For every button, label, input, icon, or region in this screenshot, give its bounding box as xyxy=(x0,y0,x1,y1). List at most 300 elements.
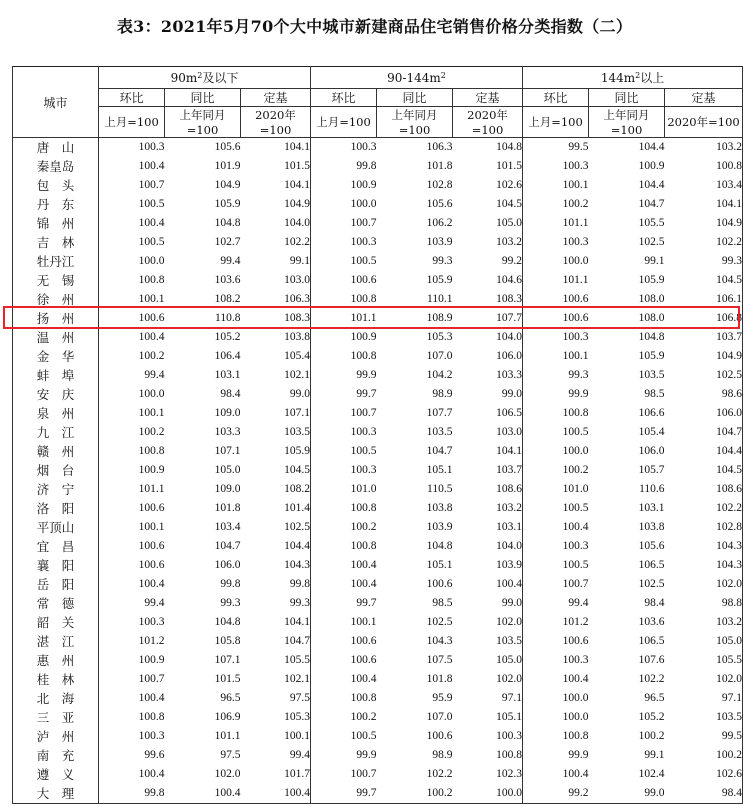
index-value-cell: 101.1 xyxy=(138,483,165,495)
city-name-cell: 三 亚 xyxy=(13,708,99,727)
index-value-cell: 102.0 xyxy=(496,673,523,685)
index-value-cell: 100.3 xyxy=(311,138,377,158)
index-value-cell: 100.6 xyxy=(138,312,165,324)
index-value-cell: 106.3 xyxy=(426,141,453,153)
index-value-cell: 100.4 xyxy=(138,160,165,172)
index-value-cell: 104.4 xyxy=(638,179,665,191)
index-value-cell: 103.3 xyxy=(496,369,523,381)
page-title: 表3：2021年5月70个大中城市新建商品住宅销售价格分类指数（二） xyxy=(116,17,633,36)
index-value-cell: 100.2 xyxy=(138,426,165,438)
city-name-cell: 赣 州 xyxy=(13,442,99,461)
index-value-cell: 102.5 xyxy=(284,521,310,533)
index-value-cell: 100.9 xyxy=(311,328,377,347)
index-value-cell: 107.7 xyxy=(426,407,453,419)
index-value-cell: 98.9 xyxy=(432,388,453,400)
index-value-cell: 108.6 xyxy=(496,483,523,495)
index-value-cell: 100.1 xyxy=(138,521,165,533)
index-value-cell: 108.3 xyxy=(496,293,523,305)
index-value-cell: 108.3 xyxy=(284,312,310,324)
index-value-cell: 101.8 xyxy=(214,502,241,514)
table-row xyxy=(13,309,743,328)
price-index-table xyxy=(12,66,743,804)
index-value-cell: 103.7 xyxy=(496,464,523,476)
index-value-cell: 103.5 xyxy=(284,426,310,438)
sub-header-cell: 环比 xyxy=(523,89,589,107)
index-value-cell: 105.4 xyxy=(638,426,665,438)
index-value-cell: 105.2 xyxy=(214,331,241,343)
index-value-cell: 105.5 xyxy=(284,654,310,666)
index-value-cell: 101.8 xyxy=(426,673,453,685)
sub-header-cell: 环比 xyxy=(311,89,377,107)
index-value-cell: 101.2 xyxy=(523,613,589,632)
table-row xyxy=(13,784,743,804)
index-value-cell: 99.0 xyxy=(589,784,665,804)
index-value-cell: 106.0 xyxy=(496,350,523,362)
index-value-cell: 101.8 xyxy=(426,160,453,172)
index-value-cell: 103.3 xyxy=(214,426,241,438)
index-value-cell: 99.2 xyxy=(501,255,523,267)
index-value-cell: 106.2 xyxy=(426,217,453,229)
index-value-cell: 100.1 xyxy=(138,407,165,419)
sub-header-cell: 同比 xyxy=(165,89,241,107)
index-value-cell: 105.1 xyxy=(496,711,523,723)
city-name-cell: 金 华 xyxy=(13,347,99,366)
index-value-cell: 100.3 xyxy=(311,461,377,480)
base-header-cell: 上年同月=100 xyxy=(377,107,453,138)
index-value-cell: 99.3 xyxy=(220,597,241,609)
table-row xyxy=(13,480,743,499)
index-value-cell: 102.2 xyxy=(638,673,665,685)
index-value-cell: 104.8 xyxy=(496,141,523,153)
index-value-cell: 100.6 xyxy=(523,309,589,328)
table-row xyxy=(13,461,743,480)
index-value-cell: 102.1 xyxy=(284,673,310,685)
index-value-cell: 105.6 xyxy=(638,540,665,552)
index-value-cell: 104.8 xyxy=(214,217,241,229)
index-value-cell: 104.0 xyxy=(496,540,523,552)
index-value-cell: 102.2 xyxy=(426,768,453,780)
index-value-cell: 106.1 xyxy=(665,290,743,309)
table-row xyxy=(13,347,743,366)
index-value-cell: 99.0 xyxy=(501,597,523,609)
index-value-cell: 100.7 xyxy=(138,179,165,191)
index-value-cell: 102.8 xyxy=(426,179,453,191)
index-value-cell: 100.4 xyxy=(241,784,311,804)
index-value-cell: 103.9 xyxy=(426,521,453,533)
city-name-cell: 大 理 xyxy=(13,784,99,804)
index-value-cell: 104.7 xyxy=(638,198,665,210)
index-value-cell: 100.1 xyxy=(138,293,165,305)
table-row xyxy=(13,556,743,575)
index-value-cell: 98.6 xyxy=(665,385,743,404)
city-name-cell: 平顶山 xyxy=(13,518,99,537)
index-value-cell: 100.4 xyxy=(165,784,241,804)
index-value-cell: 102.5 xyxy=(665,366,743,385)
index-value-cell: 99.3 xyxy=(523,366,589,385)
index-value-cell: 100.4 xyxy=(523,518,589,537)
index-value-cell: 100.2 xyxy=(638,730,665,742)
index-value-cell: 101.1 xyxy=(523,214,589,233)
index-value-cell: 100.0 xyxy=(311,195,377,214)
index-value-cell: 101.1 xyxy=(523,271,589,290)
index-value-cell: 100.8 xyxy=(138,274,165,286)
index-value-cell: 98.4 xyxy=(665,784,743,804)
index-value-cell: 100.8 xyxy=(138,445,165,457)
index-value-cell: 106.0 xyxy=(665,404,743,423)
index-value-cell: 100.6 xyxy=(138,502,165,514)
index-value-cell: 105.0 xyxy=(665,632,743,651)
index-value-cell: 104.0 xyxy=(496,331,523,343)
base-header-cell: 上月=100 xyxy=(311,107,377,138)
index-value-cell: 100.0 xyxy=(523,708,589,727)
index-value-cell: 110.6 xyxy=(639,483,665,495)
index-value-cell: 105.1 xyxy=(426,464,453,476)
index-value-cell: 106.8 xyxy=(665,309,743,328)
index-value-cell: 105.9 xyxy=(214,198,241,210)
index-value-cell: 100.5 xyxy=(523,556,589,575)
index-value-cell: 106.9 xyxy=(214,711,241,723)
index-value-cell: 104.6 xyxy=(496,274,523,286)
index-value-cell: 99.9 xyxy=(523,746,589,765)
index-value-cell: 101.0 xyxy=(311,480,377,499)
index-value-cell: 100.4 xyxy=(311,670,377,689)
index-value-cell: 100.1 xyxy=(523,347,589,366)
city-name-cell: 济 宁 xyxy=(13,480,99,499)
index-value-cell: 106.0 xyxy=(214,559,241,571)
base-header-cell: 2020年=100 xyxy=(241,107,311,138)
index-value-cell: 100.6 xyxy=(523,632,589,651)
city-name-cell: 遵 义 xyxy=(13,765,99,784)
city-name-cell: 扬 州 xyxy=(13,309,99,328)
table-row xyxy=(13,138,743,158)
index-value-cell: 99.1 xyxy=(644,255,665,267)
city-name-cell: 温 州 xyxy=(13,328,99,347)
index-value-cell: 107.6 xyxy=(638,654,665,666)
table-row xyxy=(13,290,743,309)
group-header: $90m^2$及以下 xyxy=(99,67,311,89)
index-value-cell: 100.2 xyxy=(311,708,377,727)
city-name-cell: 徐 州 xyxy=(13,290,99,309)
index-value-cell: 99.4 xyxy=(144,597,165,609)
index-value-cell: 103.1 xyxy=(638,502,665,514)
base-header-cell: 2020年=100 xyxy=(665,107,743,138)
table-row xyxy=(13,651,743,670)
index-value-cell: 103.6 xyxy=(638,616,665,628)
index-value-cell: 103.9 xyxy=(496,559,523,571)
index-value-cell: 101.2 xyxy=(138,635,165,647)
index-value-cell: 103.9 xyxy=(426,236,453,248)
index-value-cell: 100.4 xyxy=(138,578,165,590)
index-value-cell: 103.1 xyxy=(214,369,241,381)
index-value-cell: 102.6 xyxy=(665,765,743,784)
index-value-cell: 108.2 xyxy=(284,483,310,495)
sub-header-cell: 定基 xyxy=(665,89,743,107)
index-value-cell: 99.9 xyxy=(523,385,589,404)
index-value-cell: 100.4 xyxy=(523,670,589,689)
index-value-cell: 105.3 xyxy=(284,711,310,723)
index-value-cell: 98.8 xyxy=(665,594,743,613)
index-value-cell: 99.4 xyxy=(144,369,165,381)
index-value-cell: 98.4 xyxy=(644,597,665,609)
index-value-cell: 106.5 xyxy=(638,635,665,647)
index-value-cell: 107.1 xyxy=(214,445,241,457)
index-value-cell: 103.2 xyxy=(665,613,743,632)
index-value-cell: 103.8 xyxy=(284,331,310,343)
index-value-cell: 106.4 xyxy=(214,350,241,362)
index-value-cell: 100.0 xyxy=(523,442,589,461)
index-value-cell: 109.0 xyxy=(214,483,241,495)
city-name-cell: 桂 林 xyxy=(13,670,99,689)
index-value-cell: 104.1 xyxy=(284,141,310,153)
index-value-cell: 100.7 xyxy=(311,765,377,784)
index-value-cell: 100.3 xyxy=(523,233,589,252)
index-value-cell: 100.2 xyxy=(138,350,165,362)
index-value-cell: 101.5 xyxy=(284,160,310,172)
index-value-cell: 100.3 xyxy=(523,651,589,670)
index-value-cell: 102.0 xyxy=(214,768,241,780)
index-value-cell: 100.7 xyxy=(523,575,589,594)
base-header-cell: 上月=100 xyxy=(99,107,165,138)
city-name-cell: 宜 昌 xyxy=(13,537,99,556)
index-value-cell: 99.9 xyxy=(311,366,377,385)
index-value-cell: 105.9 xyxy=(638,274,665,286)
index-value-cell: 100.4 xyxy=(138,768,165,780)
index-value-cell: 104.3 xyxy=(665,556,743,575)
index-value-cell: 105.5 xyxy=(638,217,665,229)
city-name-cell: 常 德 xyxy=(13,594,99,613)
index-value-cell: 104.8 xyxy=(214,616,241,628)
index-value-cell: 100.4 xyxy=(523,765,589,784)
index-value-cell: 100.1 xyxy=(311,613,377,632)
city-name-cell: 牡丹江 xyxy=(13,252,99,271)
city-name-cell: 包 头 xyxy=(13,176,99,195)
index-value-cell: 105.9 xyxy=(284,445,310,457)
index-value-cell: 99.7 xyxy=(311,385,377,404)
index-value-cell: 108.0 xyxy=(638,293,665,305)
index-value-cell: 103.8 xyxy=(638,521,665,533)
index-value-cell: 96.5 xyxy=(644,692,665,704)
index-value-cell: 99.7 xyxy=(311,784,377,804)
index-value-cell: 100.9 xyxy=(311,176,377,195)
index-value-cell: 100.0 xyxy=(138,388,165,400)
index-value-cell: 101.7 xyxy=(284,768,310,780)
index-value-cell: 103.4 xyxy=(214,521,241,533)
index-value-cell: 100.1 xyxy=(284,730,310,742)
table-row xyxy=(13,708,743,727)
index-value-cell: 100.6 xyxy=(426,578,453,590)
index-value-cell: 100.8 xyxy=(496,749,523,761)
index-value-cell: 107.1 xyxy=(284,407,310,419)
table-row xyxy=(13,195,743,214)
index-value-cell: 103.4 xyxy=(665,176,743,195)
index-value-cell: 102.5 xyxy=(638,236,665,248)
index-value-cell: 100.3 xyxy=(138,141,165,153)
city-name-cell: 南 充 xyxy=(13,746,99,765)
index-value-cell: 106.0 xyxy=(638,445,665,457)
index-value-cell: 104.3 xyxy=(665,537,743,556)
index-value-cell: 104.3 xyxy=(426,635,453,647)
index-value-cell: 102.3 xyxy=(496,768,523,780)
index-value-cell: 102.0 xyxy=(665,670,743,689)
index-value-cell: 97.5 xyxy=(220,749,241,761)
index-value-cell: 99.4 xyxy=(289,749,310,761)
index-value-cell: 97.1 xyxy=(501,692,523,704)
city-column-header: 城市 xyxy=(13,67,99,138)
index-value-cell: 101.1 xyxy=(214,730,241,742)
index-value-cell: 105.8 xyxy=(214,635,241,647)
table-row xyxy=(13,765,743,784)
index-value-cell: 100.0 xyxy=(523,689,589,708)
index-value-cell: 104.1 xyxy=(496,445,523,457)
index-value-cell: 102.2 xyxy=(665,499,743,518)
index-value-cell: 102.6 xyxy=(496,179,523,191)
index-value-cell: 100.8 xyxy=(311,689,377,708)
index-value-cell: 103.2 xyxy=(496,502,523,514)
index-value-cell: 104.5 xyxy=(284,464,310,476)
index-value-cell: 100.9 xyxy=(138,654,165,666)
index-value-cell: 102.2 xyxy=(284,236,310,248)
index-value-cell: 100.8 xyxy=(523,727,589,746)
index-value-cell: 104.8 xyxy=(426,540,453,552)
index-value-cell: 100.0 xyxy=(138,255,165,267)
index-value-cell: 110.1 xyxy=(427,293,453,305)
index-value-cell: 105.1 xyxy=(426,559,453,571)
index-value-cell: 101.4 xyxy=(284,502,310,514)
index-value-cell: 100.5 xyxy=(138,198,165,210)
table-row xyxy=(13,518,743,537)
index-value-cell: 99.1 xyxy=(644,749,665,761)
index-value-cell: 99.8 xyxy=(99,784,165,804)
table-row xyxy=(13,746,743,765)
index-value-cell: 104.1 xyxy=(284,179,310,191)
index-value-cell: 101.0 xyxy=(523,480,589,499)
index-value-cell: 108.9 xyxy=(426,312,453,324)
index-value-cell: 100.6 xyxy=(426,730,453,742)
index-value-cell: 104.8 xyxy=(638,331,665,343)
index-value-cell: 100.4 xyxy=(311,575,377,594)
index-value-cell: 100.8 xyxy=(311,290,377,309)
index-value-cell: 104.4 xyxy=(665,442,743,461)
index-value-cell: 99.8 xyxy=(289,578,310,590)
index-value-cell: 103.0 xyxy=(284,274,310,286)
index-value-cell: 103.5 xyxy=(496,635,523,647)
index-value-cell: 102.0 xyxy=(496,616,523,628)
base-header-row xyxy=(13,107,743,138)
index-value-cell: 104.9 xyxy=(284,198,310,210)
index-value-cell: 100.6 xyxy=(523,290,589,309)
index-value-cell: 100.4 xyxy=(138,331,165,343)
index-value-cell: 104.9 xyxy=(665,347,743,366)
index-value-cell: 100.3 xyxy=(523,328,589,347)
index-value-cell: 99.9 xyxy=(311,746,377,765)
index-value-cell: 100.3 xyxy=(523,157,589,176)
index-value-cell: 100.4 xyxy=(496,578,523,590)
index-value-cell: 110.5 xyxy=(427,483,453,495)
city-name-cell: 泉 州 xyxy=(13,404,99,423)
index-value-cell: 99.8 xyxy=(311,157,377,176)
sub-header-cell: 同比 xyxy=(377,89,453,107)
index-value-cell: 104.7 xyxy=(665,423,743,442)
index-value-cell: 103.5 xyxy=(665,708,743,727)
city-name-cell: 泸 州 xyxy=(13,727,99,746)
index-value-cell: 100.8 xyxy=(523,404,589,423)
index-value-cell: 100.6 xyxy=(311,651,377,670)
index-value-cell: 105.0 xyxy=(214,464,241,476)
index-value-cell: 107.0 xyxy=(426,711,453,723)
index-value-cell: 107.0 xyxy=(426,350,453,362)
index-value-cell: 99.1 xyxy=(289,255,310,267)
index-value-cell: 102.5 xyxy=(638,578,665,590)
index-value-cell: 105.0 xyxy=(496,654,523,666)
index-value-cell: 101.9 xyxy=(214,160,241,172)
index-value-cell: 106.6 xyxy=(638,407,665,419)
index-value-cell: 100.5 xyxy=(523,499,589,518)
sub-header-cell: 定基 xyxy=(453,89,523,107)
index-value-cell: 105.6 xyxy=(214,141,241,153)
index-value-cell: 105.6 xyxy=(426,198,453,210)
sub-header-cell: 同比 xyxy=(589,89,665,107)
index-value-cell: 100.7 xyxy=(311,214,377,233)
index-value-cell: 100.5 xyxy=(523,423,589,442)
table-row xyxy=(13,613,743,632)
index-value-cell: 108.0 xyxy=(638,312,665,324)
index-value-cell: 103.5 xyxy=(426,426,453,438)
index-value-cell: 103.0 xyxy=(496,426,523,438)
group-header: $144m^2$以上 xyxy=(523,67,743,89)
index-value-cell: 102.1 xyxy=(284,369,310,381)
base-header-cell: 2020年=100 xyxy=(453,107,523,138)
table-row xyxy=(13,404,743,423)
index-value-cell: 104.4 xyxy=(284,540,310,552)
table-row xyxy=(13,271,743,290)
table-body xyxy=(13,138,743,804)
index-value-cell: 100.4 xyxy=(138,217,165,229)
city-name-cell: 韶 关 xyxy=(13,613,99,632)
table-row xyxy=(13,214,743,233)
index-value-cell: 100.6 xyxy=(311,632,377,651)
city-name-cell: 锦 州 xyxy=(13,214,99,233)
index-value-cell: 99.3 xyxy=(432,255,453,267)
sub-header-cell: 定基 xyxy=(241,89,311,107)
index-value-cell: 103.8 xyxy=(426,502,453,514)
index-value-cell: 100.2 xyxy=(665,746,743,765)
index-value-cell: 98.9 xyxy=(432,749,453,761)
table-row xyxy=(13,575,743,594)
city-name-cell: 无 锡 xyxy=(13,271,99,290)
city-name-cell: 湛 江 xyxy=(13,632,99,651)
index-value-cell: 99.5 xyxy=(665,727,743,746)
city-name-cell: 岳 阳 xyxy=(13,575,99,594)
table-row xyxy=(13,727,743,746)
index-value-cell: 96.5 xyxy=(220,692,241,704)
index-value-cell: 104.5 xyxy=(665,461,743,480)
index-value-cell: 100.3 xyxy=(138,730,165,742)
index-value-cell: 105.3 xyxy=(426,331,453,343)
index-value-cell: 100.3 xyxy=(523,537,589,556)
base-header-cell: 上年同月=100 xyxy=(589,107,665,138)
index-value-cell: 99.2 xyxy=(523,784,589,804)
city-name-cell: 北 海 xyxy=(13,689,99,708)
index-value-cell: 102.7 xyxy=(214,236,241,248)
index-value-cell: 99.4 xyxy=(220,255,241,267)
index-value-cell: 99.8 xyxy=(220,578,241,590)
index-value-cell: 104.1 xyxy=(665,195,743,214)
index-value-cell: 97.1 xyxy=(665,689,743,708)
index-value-cell: 99.0 xyxy=(289,388,310,400)
table-row xyxy=(13,689,743,708)
table-row xyxy=(13,499,743,518)
index-value-cell: 101.5 xyxy=(496,160,523,172)
